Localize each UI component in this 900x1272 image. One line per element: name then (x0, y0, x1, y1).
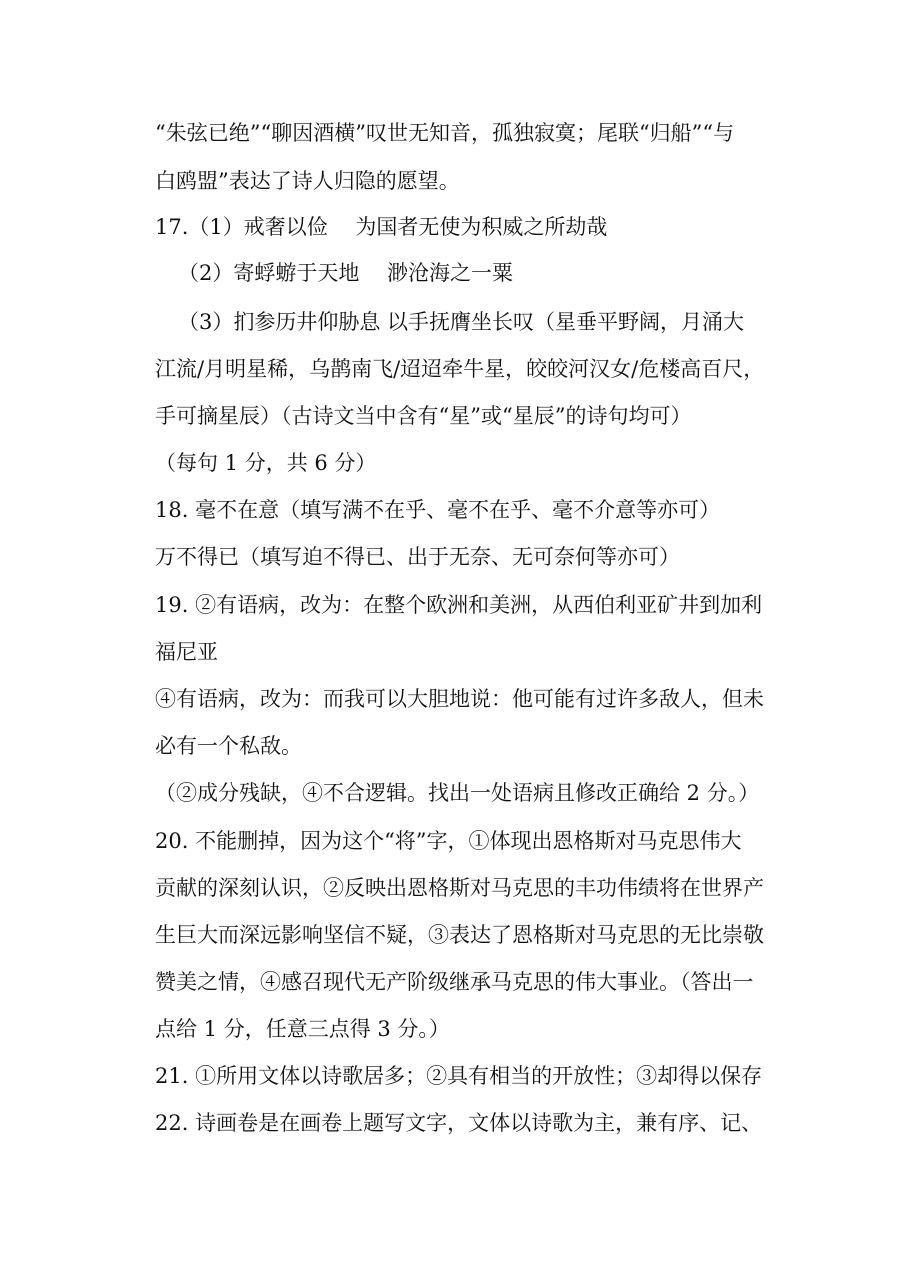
text-line: 江流/月明星稀，乌鹊南飞/迢迢牵牛星，皎皎河汉女/危楼高百尺， (155, 357, 765, 381)
text-line: 赞美之情，④感召现代无产阶级继承马克思的伟大事业。（答出一 (155, 970, 754, 994)
text-line: 18. 毫不在意（填写满不在乎、毫不在乎、毫不介意等亦可） (155, 498, 721, 522)
text-line: “朱弦已绝”“聊因酒横”叹世无知音，孤独寂寞；尾联“归船”“与 (155, 121, 735, 145)
text-line: 福尼亚 (155, 640, 218, 664)
text-line: 贡献的深刻认识，②反映出恩格斯对马克思的丰功伟绩将在世界产 (155, 876, 764, 900)
text-line: （3）扪参历井仰胁息 以手抚膺坐长叹（星垂平野阔，月涌大 (178, 310, 745, 334)
text-line: 22. 诗画卷是在画卷上题写文字，文体以诗歌为主，兼有序、记、 (155, 1111, 763, 1135)
text-line: 万不得已（填写迫不得已、出于无奈、无可奈何等亦可） (155, 545, 680, 569)
text-line: 19. ②有语病，改为：在整个欧洲和美洲，从西伯利亚矿井到加利 (155, 593, 763, 617)
text-line: ④有语病，改为：而我可以大胆地说：他可能有过许多敌人，但未 (155, 687, 764, 711)
text-line: 21. ①所用文体以诗歌居多；②具有相当的开放性；③却得以保存 (155, 1064, 763, 1088)
text-line: （2）寄蜉蝣于天地 渺沧海之一粟 (178, 261, 514, 285)
text-line: 20. 不能删掉，因为这个“将”字，①体现出恩格斯对马克思伟大 (155, 829, 742, 853)
text-line: 生巨大而深远影响坚信不疑，③表达了恩格斯对马克思的无比崇敬 (155, 923, 764, 947)
text-line: 必有一个私敌。 (155, 734, 302, 758)
text-line: （每句 1 分，共 6 分） (155, 451, 377, 475)
text-line: 手可摘星辰）（古诗文当中含有“星”或“星辰”的诗句均可） (155, 404, 692, 428)
text-line: 17.（1）戒奢以俭 为国者无使为积威之所劫哉 (155, 215, 608, 239)
text-line: （②成分残缺，④不合逻辑。找出一处语病且修改正确给 2 分。） (155, 781, 760, 805)
text-line: 点给 1 分，任意三点得 3 分。） (155, 1017, 450, 1041)
text-line: 白鸥盟”表达了诗人归隐的愿望。 (155, 169, 460, 193)
